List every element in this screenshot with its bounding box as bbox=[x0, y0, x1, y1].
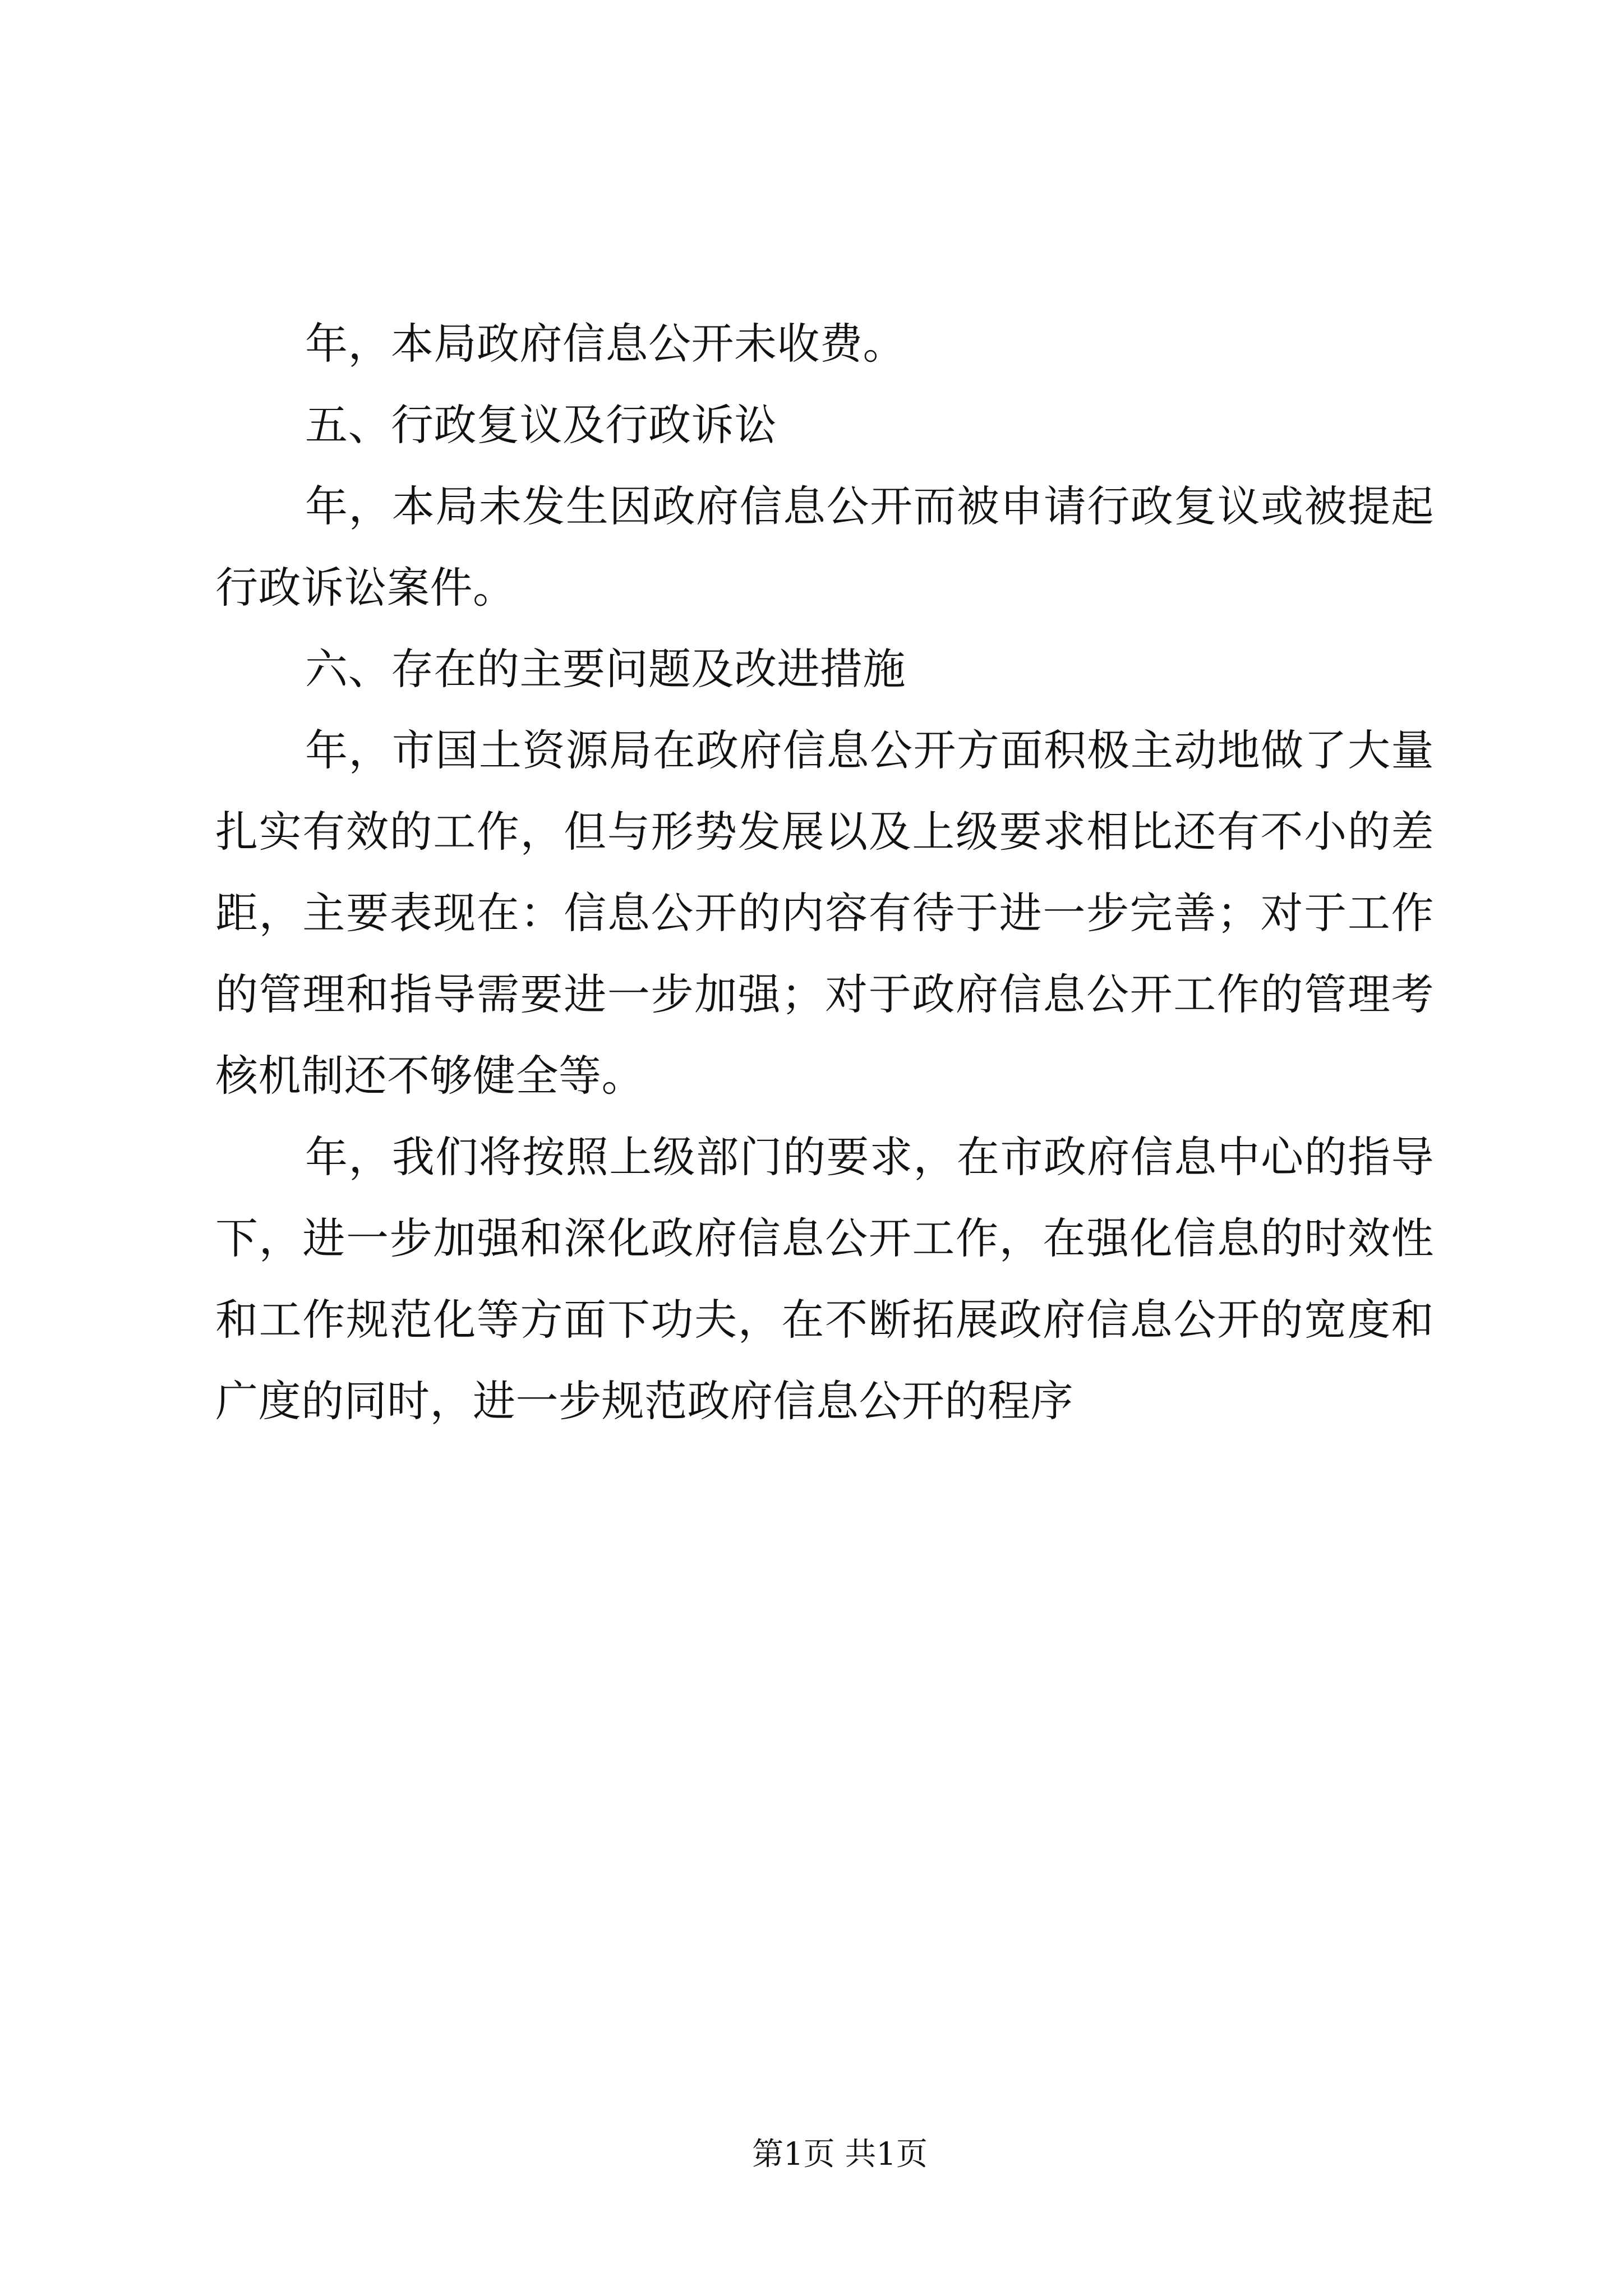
paragraph-line: 广度的同时，进一步规范政府信息公开的程序 bbox=[215, 1376, 1073, 1426]
paragraph-line: 行政诉讼案件。 bbox=[215, 563, 516, 613]
paragraph-plans bbox=[215, 1116, 1434, 1442]
paragraph-line: 距，主要表现在：信息公开的内容有待于进一步完善；对于工作 bbox=[215, 888, 1434, 938]
paragraph-review-litigation bbox=[215, 466, 1434, 628]
section-heading-problems-measures bbox=[215, 628, 1434, 710]
paragraph-line: 的管理和指导需要进一步加强；对于政府信息公开工作的管理考 bbox=[215, 969, 1434, 1019]
paragraph-line: 核机制还不够健全等。 bbox=[215, 1051, 644, 1101]
section-heading: 五、行政复议及行政诉讼 bbox=[305, 400, 777, 450]
section-heading-review-litigation bbox=[215, 384, 1434, 466]
paragraph-line: 下，进一步加强和深化政府信息公开工作，在强化信息的时效性 bbox=[215, 1213, 1434, 1263]
paragraph-line: 年，市国土资源局在政府信息公开方面积极主动地做了大量 bbox=[305, 725, 1434, 775]
paragraph-line: 扎实有效的工作，但与形势发展以及上级要求相比还有不小的差 bbox=[215, 807, 1434, 857]
paragraph-line: 年，本局政府信息公开未收费。 bbox=[305, 319, 906, 369]
paragraph-line: 和工作规范化等方面下功夫，在不断拓展政府信息公开的宽度和 bbox=[215, 1295, 1434, 1345]
document-body bbox=[215, 303, 1434, 1442]
paragraph-line: 年，我们将按照上级部门的要求，在市政府信息中心的指导 bbox=[305, 1132, 1434, 1182]
page-number-footer: 第1页 共1页 bbox=[752, 2136, 928, 2173]
section-heading: 六、存在的主要问题及改进措施 bbox=[305, 644, 906, 694]
paragraph-fee bbox=[215, 303, 1434, 384]
paragraph-problems bbox=[215, 710, 1434, 1116]
paragraph-line: 年，本局未发生因政府信息公开而被申请行政复议或被提起 bbox=[305, 481, 1434, 531]
